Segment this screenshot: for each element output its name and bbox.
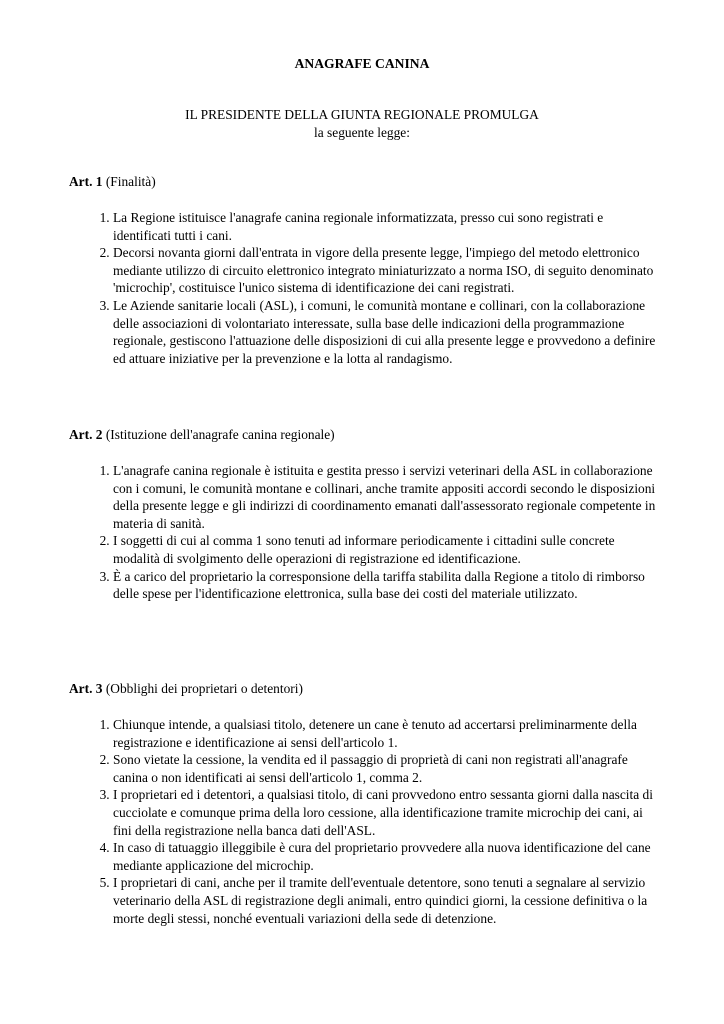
list-item: 3. Le Aziende sanitarie locali (ASL), i comuni, le comunità montane e collinari, con la collaborazione delle associazioni di volontariato interessate, sulla base delle indicazioni della programmazione regionale, gestiscono l'attuazione delle disposizioni di cui alla presente legge e provvedono a definire ed attuare iniziative per la prevenzione e la lotta al randagismo. xyxy=(113,297,659,367)
article-2 xyxy=(69,426,659,603)
article-heading xyxy=(69,173,659,191)
article-paragraph-list xyxy=(69,209,659,367)
list-item: 1. Chiunque intende, a qualsiasi titolo, detenere un cane è tenuto ad accertarsi preliminarmente della registrazione e identificazione ai sensi dell'articolo 1. xyxy=(113,716,659,751)
article-paragraph-list xyxy=(69,716,659,927)
article-heading xyxy=(69,680,659,698)
list-item: 2. I soggetti di cui al comma 1 sono tenuti ad informare periodicamente i cittadini sulle concrete modalità di svolgimento delle operazioni di registrazione ed identificazione. xyxy=(113,532,659,567)
list-item: 1. L'anagrafe canina regionale è istituita e gestita presso i servizi veterinari della ASL in collaborazione con i comuni, le comunità montane e collinari, anche tramite appositi accordi secondo le disposizioni della presente legge e gli indirizzi di coordinamento emanati dall'assessorato regionale competente in materia di sanità. xyxy=(113,462,659,532)
article-heading xyxy=(69,426,659,444)
article-subject: (Istituzione dell'anagrafe canina regionale) xyxy=(105,427,335,442)
article-1 xyxy=(69,173,659,367)
list-item: 1. La Regione istituisce l'anagrafe canina regionale informatizzata, presso cui sono registrati e identificati tutti i cani. xyxy=(113,209,659,244)
article-3 xyxy=(69,680,659,927)
preamble-line-1: IL PRESIDENTE DELLA GIUNTA REGIONALE PROMULGA xyxy=(185,107,539,122)
preamble-line-2: la seguente legge: xyxy=(314,124,410,140)
article-subject: (Finalità) xyxy=(105,174,156,189)
article-number: Art. 3 xyxy=(69,681,103,696)
preamble xyxy=(0,106,724,141)
document-title: ANAGRAFE CANINA xyxy=(294,56,430,71)
article-paragraph-list xyxy=(69,462,659,603)
list-item: 2. Sono vietate la cessione, la vendita ed il passaggio di proprietà di cani non registrati all'anagrafe canina o non identificati ai sensi dell'articolo 1, comma 2. xyxy=(113,751,659,786)
article-number: Art. 1 xyxy=(69,174,103,189)
list-item: 3. È a carico del proprietario la corresponsione della tariffa stabilita dalla Regione a titolo di rimborso delle spese per l'identificazione elettronica, sulla base dei costi del materiale utilizzato. xyxy=(113,568,659,603)
article-subject: (Obblighi dei proprietari o detentori) xyxy=(105,681,303,696)
list-item: 2. Decorsi novanta giorni dall'entrata in vigore della presente legge, l'impiego del metodo elettronico mediante utilizzo di circuito elettronico integrato miniaturizzato a norma ISO, di seguito denominato 'microchip', costituisce l'unico sistema di identificazione dei cani registrati. xyxy=(113,244,659,297)
list-item: 3. I proprietari ed i detentori, a qualsiasi titolo, di cani provvedono entro sessanta giorni dalla nascita di cucciolate e comunque prima della loro cessione, alla identificazione tramite microchip dei cani, ai fini della registrazione nella banca dati dell'ASL. xyxy=(113,786,659,839)
article-number: Art. 2 xyxy=(69,427,103,442)
list-item: 5. I proprietari di cani, anche per il tramite dell'eventuale detentore, sono tenuti a segnalare al servizio veterinario della ASL di registrazione degli animali, entro quindici giorni, la cessione definitiva o la morte degli stessi, nonché eventuali variazioni della sede di detenzione. xyxy=(113,874,659,927)
list-item: 4. In caso di tatuaggio illeggibile è cura del proprietario provvedere alla nuova identificazione del cane mediante applicazione del microchip. xyxy=(113,839,659,874)
